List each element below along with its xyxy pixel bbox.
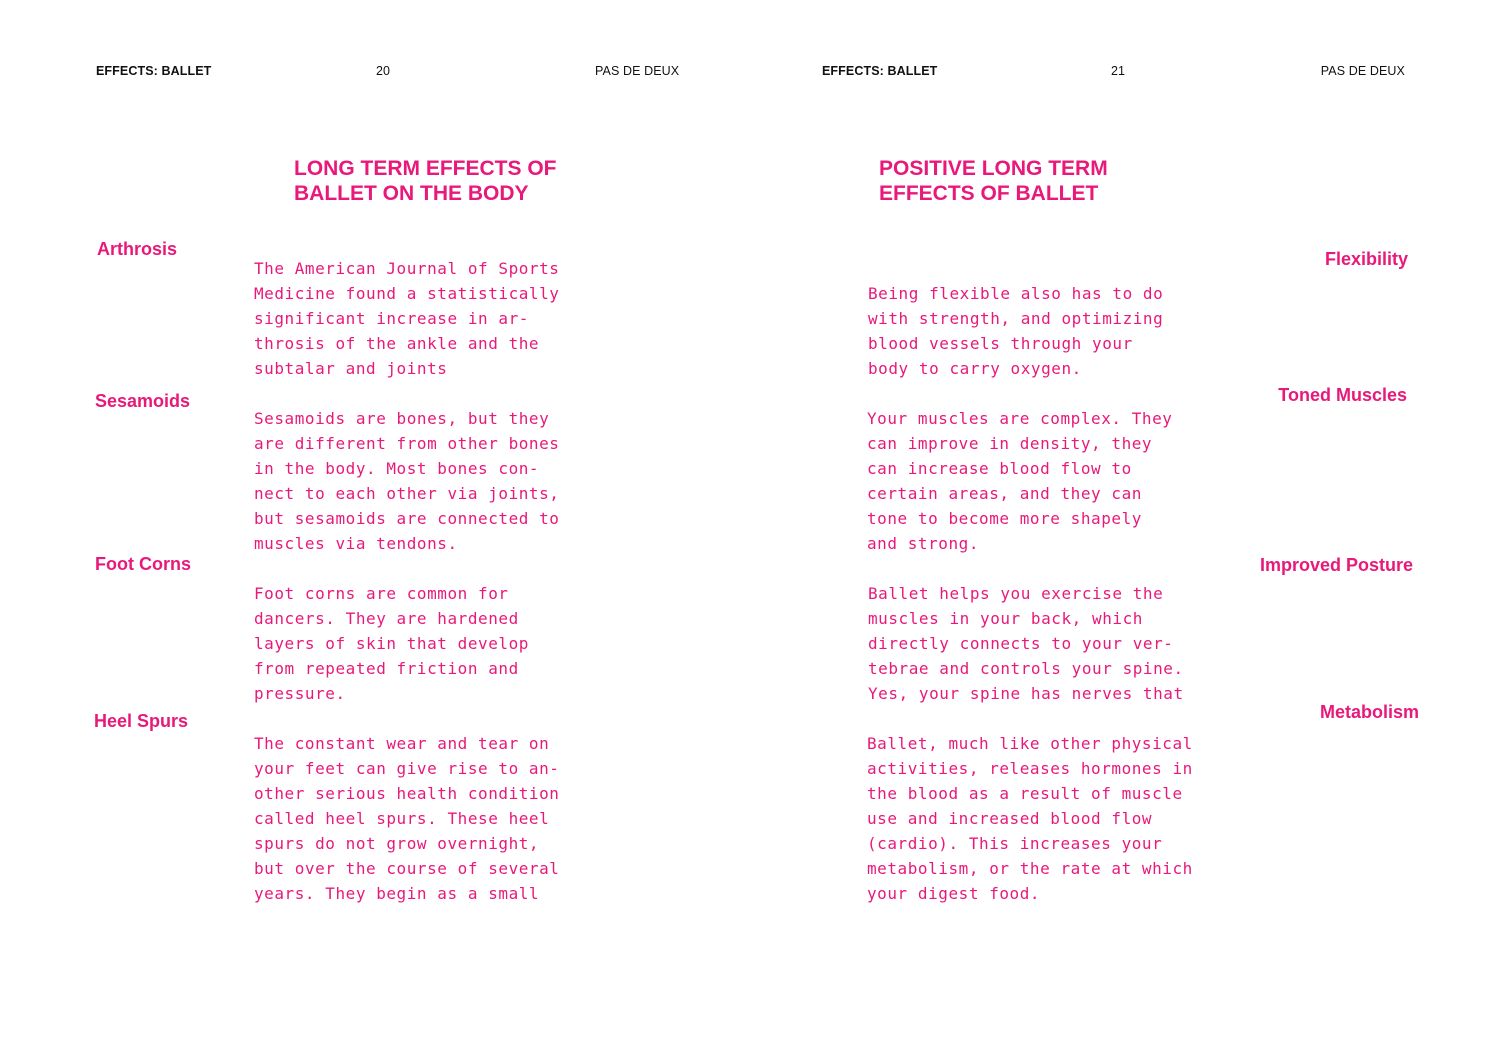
paragraph-line: and strong. [867,534,980,553]
right-page-title [879,156,1108,206]
paragraph-line: are different from other bones [254,434,560,453]
paragraph-line: directly connects to your ver- [868,634,1174,653]
paragraph-line: tebrae and controls your spine. [868,659,1184,678]
left-header-publication: PAS DE DEUX [595,64,680,78]
paragraph-line: Foot corns are common for [254,584,509,603]
paragraph-line: The constant wear and tear on [254,734,550,753]
paragraph-line: Yes, your spine has nerves that [868,684,1184,703]
paragraph-line: with strength, and optimizing [868,309,1164,328]
topic-label-toned-muscles: Toned Muscles [1278,385,1407,405]
topic-label-metabolism: Metabolism [1319,702,1419,722]
paragraph-line: other serious health condition [254,784,560,803]
paragraph-line: nect to each other via joints, [254,484,560,503]
paragraph-line: your feet can give rise to an- [254,759,560,778]
right-title-line: EFFECTS OF BALLET [879,182,1099,205]
paragraph-flexibility [868,281,1163,381]
paragraph-line: years. They begin as a small [254,884,540,903]
right-page-number: 21 [1111,64,1126,78]
paragraph-line: pressure. [254,684,346,703]
paragraph-line: throsis of the ankle and the [254,334,540,353]
paragraph-line: Sesamoids are bones, but they [254,409,550,428]
topic-label-arthrosis: Arthrosis [97,239,178,259]
paragraph-line: The American Journal of Sports [254,259,560,278]
topic-label-flexibility: Flexibility [1324,249,1408,269]
left-page-number: 20 [376,64,391,78]
left-title-line: LONG TERM EFFECTS OF [294,157,557,180]
paragraph-arthrosis [254,256,559,381]
paragraph-line: Your muscles are complex. They [867,409,1173,428]
paragraph-line: blood vessels through your [868,334,1133,353]
left-page-title [294,156,557,206]
paragraph-line: (cardio). This increases your [867,834,1163,853]
left-header-section: EFFECTS: BALLET [96,64,212,78]
paragraph-toned-muscles [867,406,1172,556]
paragraph-line: the blood as a result of muscle [867,784,1183,803]
paragraph-metabolism [867,731,1193,906]
paragraph-line: but over the course of several [254,859,560,878]
paragraph-foot-corns [254,581,529,706]
paragraph-line: from repeated friction and [254,659,519,678]
paragraph-line: Ballet helps you exercise the [868,584,1164,603]
left-title-line: BALLET ON THE BODY [294,182,529,205]
right-header-publication: PAS DE DEUX [1320,64,1405,78]
topic-label-sesamoids: Sesamoids [95,391,191,411]
paragraph-line: Medicine found a statistically [254,284,560,303]
paragraph-line: in the body. Most bones con- [254,459,540,478]
topic-label-improved-posture: Improved Posture [1259,555,1413,575]
paragraph-line: Ballet, much like other physical [867,734,1193,753]
paragraph-sesamoids [254,406,559,556]
paragraph-line: dancers. They are hardened [254,609,519,628]
paragraph-line: can improve in density, they [867,434,1153,453]
right-page [750,0,1500,1050]
paragraph-line: spurs do not grow overnight, [254,834,540,853]
paragraph-line: called heel spurs. These heel [254,809,550,828]
paragraph-line: activities, releases hormones in [867,759,1193,778]
paragraph-line: metabolism, or the rate at which [867,859,1193,878]
right-title-line: POSITIVE LONG TERM [879,157,1108,180]
paragraph-line: layers of skin that develop [254,634,529,653]
paragraph-line: use and increased blood flow [867,809,1153,828]
paragraph-line: your digest food. [867,884,1041,903]
paragraph-line: muscles via tendons. [254,534,458,553]
paragraph-improved-posture [868,581,1184,706]
paragraph-line: muscles in your back, which [868,609,1143,628]
paragraph-line: tone to become more shapely [867,509,1142,528]
paragraph-line: significant increase in ar- [254,309,529,328]
paragraph-line: but sesamoids are connected to [254,509,560,528]
topic-label-foot-corns: Foot Corns [95,554,191,574]
paragraph-line: body to carry oxygen. [868,359,1082,378]
paragraph-heel-spurs [254,731,559,906]
paragraph-line: can increase blood flow to [867,459,1132,478]
topic-label-heel-spurs: Heel Spurs [94,711,189,731]
paragraph-line: certain areas, and they can [867,484,1142,503]
paragraph-line: Being flexible also has to do [868,284,1164,303]
right-header-section: EFFECTS: BALLET [822,64,938,78]
paragraph-line: subtalar and joints [254,359,448,378]
